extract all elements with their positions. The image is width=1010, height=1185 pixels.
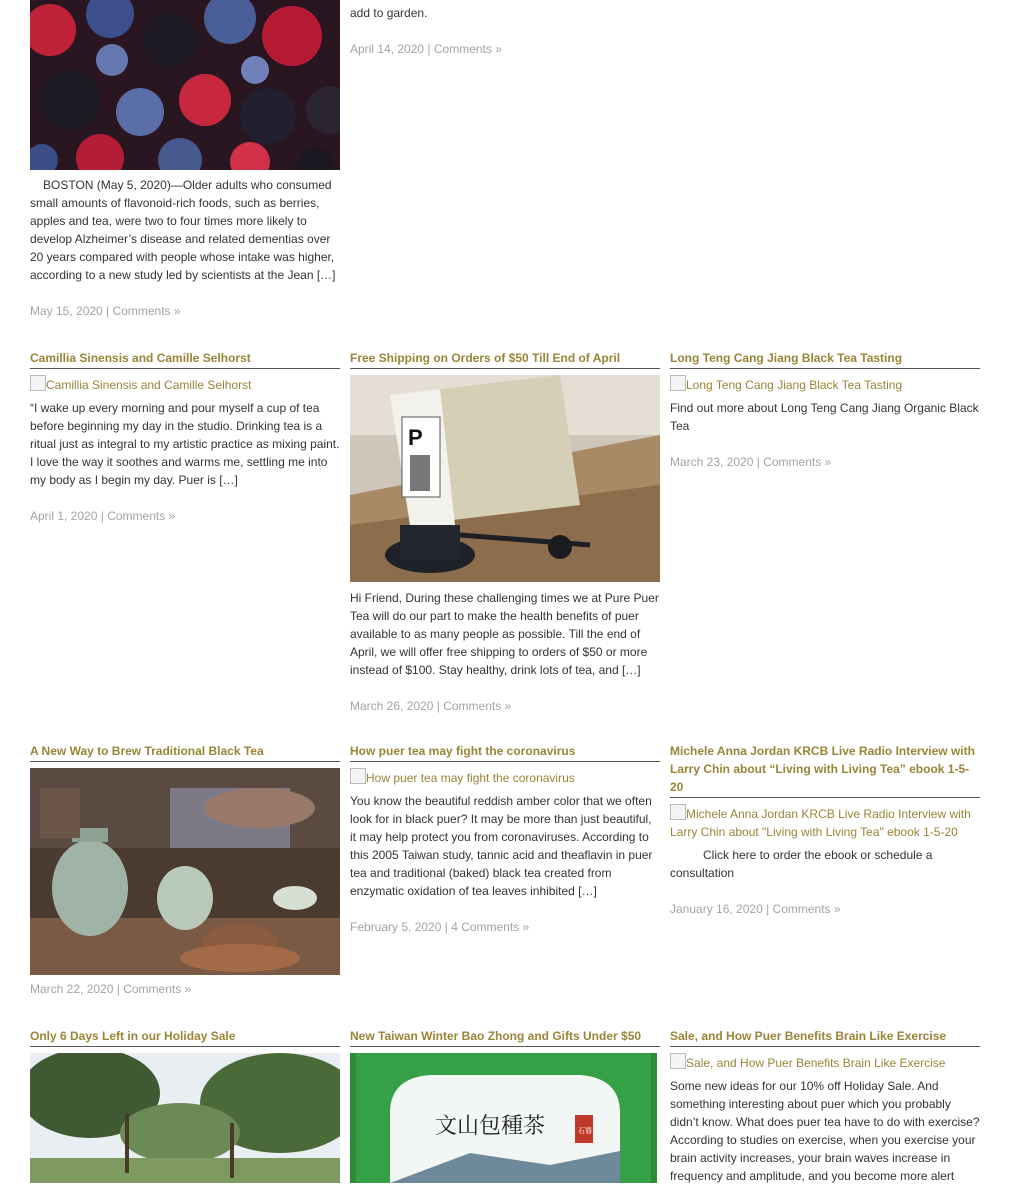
post-meta: January 16, 2020 | Comments »	[670, 902, 841, 916]
post-excerpt: Hi Friend, During these challenging times we at Pure Puer Tea will do our part to make the health benefits of puer available to as many people as possible. Till the end of April, we will offer free shipping to orders of $50 or more instead of $100. Stay healthy, drink lots of tea, and […]	[350, 591, 659, 677]
post-meta: February 5, 2020 | 4 Comments »	[350, 920, 530, 934]
post-title[interactable]: Camillia Sinensis and Camille Selhorst	[30, 349, 340, 369]
post-date: February 5, 2020	[350, 920, 442, 934]
comments-link[interactable]: 4 Comments »	[451, 920, 530, 934]
post-coronavirus	[350, 742, 660, 936]
post-image-link[interactable]: Long Teng Cang Jiang Black Tea Tasting	[670, 375, 980, 394]
post-excerpt: Some new ideas for our 10% off Holiday Sale. And something interesting about puer which you probably didn’t know. What does puer tea have to do with exercise? According to studies on exercise, when you exercise your brain activity increases, your brain waves increase in frequency and amplitude, and you become more alert	[670, 1079, 980, 1183]
post-image-link[interactable]: How puer tea may fight the coronavirus	[350, 768, 660, 787]
post-title[interactable]: How puer tea may fight the coronavirus	[350, 742, 660, 762]
post-excerpt: “I wake up every morning and pour myself a cup of tea before beginning my day in the studio. Drinking tea is a ritual just as integral to my artistic practice as mixing paint. I love the way it soothes and warms me, settling me into my body as I begin my day. Puer is […]	[30, 401, 340, 487]
post-title[interactable]: Long Teng Cang Jiang Black Tea Tasting	[670, 349, 980, 369]
post-title[interactable]: Only 6 Days Left in our Holiday Sale	[30, 1027, 340, 1047]
post-holiday	[30, 1027, 340, 1183]
post-excerpt: Find out more about Long Teng Cang Jiang Organic Black Tea	[670, 401, 979, 433]
comments-link[interactable]: Comments »	[763, 455, 832, 469]
post-date: April 1, 2020	[30, 509, 98, 523]
post-image-link[interactable]: Camillia Sinensis and Camille Selhorst	[30, 375, 340, 394]
post-new-way	[30, 742, 340, 998]
post-title[interactable]: A New Way to Brew Traditional Black Tea	[30, 742, 340, 762]
post-excerpt: Click here to order the ebook or schedule a consultation	[670, 848, 933, 880]
post-meta: March 26, 2020 | Comments »	[350, 699, 512, 713]
comments-link[interactable]: Comments »	[107, 509, 176, 523]
package-stamp: 石碆	[578, 1127, 592, 1135]
shipping-scale-photo[interactable]	[350, 375, 660, 582]
bao-zhong-package-photo[interactable]	[350, 1053, 660, 1183]
post-meta: April 1, 2020 | Comments »	[30, 509, 176, 523]
post-title[interactable]: Sale, and How Puer Benefits Brain Like Exercise	[670, 1027, 980, 1047]
post-meta: May 15, 2020 | Comments »	[30, 304, 181, 318]
post-long-teng	[670, 349, 980, 471]
post-date: April 14, 2020	[350, 42, 425, 56]
tea-garden-photo[interactable]	[30, 1053, 340, 1183]
post-date: March 26, 2020	[350, 699, 434, 713]
berries-photo[interactable]	[30, 0, 340, 170]
post-title[interactable]: Free Shipping on Orders of $50 Till End of April	[350, 349, 660, 369]
tea-brewing-photo[interactable]	[30, 768, 340, 975]
post-bao-zhong	[350, 1027, 660, 1183]
svg-text:P: P	[408, 425, 423, 450]
post-camillia	[30, 349, 340, 525]
comments-link[interactable]: Comments »	[772, 902, 841, 916]
post-date: March 23, 2020	[670, 455, 754, 469]
post-date: January 16, 2020	[670, 902, 763, 916]
post-excerpt: add to garden.	[350, 6, 428, 20]
package-label: 文山包種茶	[435, 1114, 546, 1139]
comments-link[interactable]: Comments »	[443, 699, 512, 713]
post-michele	[670, 742, 980, 918]
post-excerpt: You know the beautiful reddish amber color that we often look for in black puer? It may be more than just beautiful, it may help protect you from coronaviruses. According to this 2005 Taiwan study, tannic acid and theaflavin in puer tea and traditional (baked) black tea created from enzymatic oxidation of tea leaves inhibited […]	[350, 794, 653, 898]
post-brain	[670, 1027, 980, 1185]
post-date: May 15, 2020	[30, 304, 103, 318]
post-title[interactable]: New Taiwan Winter Bao Zhong and Gifts Under $50	[350, 1027, 660, 1047]
post-image-link[interactable]: Michele Anna Jordan KRCB Live Radio Interview with Larry Chin about "Living with Living Tea" ebook 1-5-20	[670, 804, 980, 841]
post-meta: March 22, 2020 | Comments »	[30, 982, 192, 996]
post-meta: March 23, 2020 | Comments »	[670, 455, 832, 469]
comments-link[interactable]: Comments »	[112, 304, 181, 318]
post-berries	[30, 0, 340, 320]
post-garden	[350, 4, 660, 58]
post-free-shipping	[350, 349, 660, 715]
post-meta: April 14, 2020 | Comments »	[350, 42, 502, 56]
post-excerpt: BOSTON (May 5, 2020)—Older adults who consumed small amounts of flavonoid-rich foods, such as berries, apples and tea, were two to four times more likely to develop Alzheimer’s disease and related dementias over 20 years compared with people whose intake was higher, according to a new study led by scientists at the Jean […]	[30, 178, 336, 282]
post-title[interactable]: Michele Anna Jordan KRCB Live Radio Interview with Larry Chin about “Living with Living Tea” ebook 1-5-20	[670, 742, 980, 798]
post-date: March 22, 2020	[30, 982, 114, 996]
comments-link[interactable]: Comments »	[123, 982, 192, 996]
comments-link[interactable]: Comments »	[433, 42, 502, 56]
post-image-link[interactable]: Sale, and How Puer Benefits Brain Like Exercise	[670, 1053, 980, 1072]
